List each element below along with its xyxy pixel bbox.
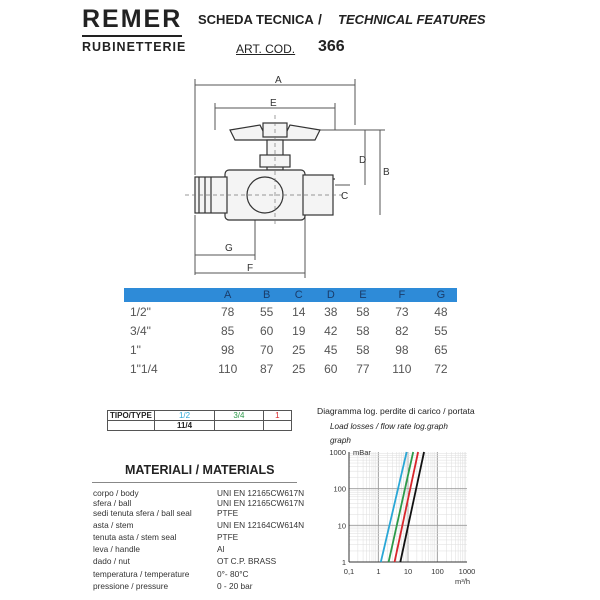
table-row <box>124 302 457 321</box>
series-line <box>389 452 414 562</box>
article-code-value: 366 <box>318 38 345 55</box>
table-cell: 77 <box>356 361 370 376</box>
table-row <box>124 359 457 378</box>
material-label: leva / handle <box>93 544 141 554</box>
table-row <box>124 321 457 340</box>
dim-label-a: A <box>275 75 282 86</box>
x-tick-label: 1000 <box>458 567 476 576</box>
table-cell: 110 <box>218 361 238 376</box>
table-cell: 70 <box>260 342 274 357</box>
x-tick-label: 1 <box>376 567 381 576</box>
table-cell: 58 <box>356 304 370 319</box>
material-value: 0 - 20 bar <box>217 581 253 591</box>
type-legend-cell <box>215 421 263 431</box>
article-code-label: ART. COD. <box>236 42 296 56</box>
table-cell: 72 <box>434 361 448 376</box>
series-line <box>400 452 424 562</box>
y-tick-label: 1000 <box>329 448 346 457</box>
dimensions-header-cell: B <box>251 288 283 302</box>
material-value: 0°- 80°C <box>217 569 249 579</box>
material-label: sedi tenuta sfera / ball seal <box>93 508 192 518</box>
table-cell: 73 <box>395 304 409 319</box>
type-legend-cell <box>263 421 291 431</box>
pressure-loss-chart <box>300 440 500 590</box>
table-cell: 58 <box>356 323 370 338</box>
y-tick-label: 1 <box>341 558 346 567</box>
series-line <box>395 452 419 562</box>
dim-label-c: C <box>341 191 349 202</box>
table-cell: 45 <box>324 342 338 357</box>
table-cell: 38 <box>324 304 338 319</box>
table-cell: 60 <box>260 323 274 338</box>
material-label: tenuta asta / stem seal <box>93 532 177 542</box>
dimensions-header-cell: G <box>425 288 457 302</box>
size-cell: 1" <box>130 342 141 357</box>
type-legend-cell: 3/4 <box>215 411 263 421</box>
table-row <box>124 340 457 359</box>
size-cell: 1"1/4 <box>130 361 158 376</box>
table-cell: 25 <box>292 342 306 357</box>
material-value: OT C.P. BRASS <box>217 556 277 566</box>
type-legend-table <box>107 410 292 431</box>
series-line <box>381 452 407 562</box>
table-cell: 85 <box>221 323 235 338</box>
brand-rule <box>82 35 182 37</box>
x-tick-label: 100 <box>431 567 444 576</box>
x-tick-label: 0,1 <box>343 567 355 576</box>
table-cell: 65 <box>434 342 448 357</box>
brand-logo: REMER <box>82 5 183 33</box>
table-cell: 110 <box>392 361 412 376</box>
table-cell: 25 <box>292 361 306 376</box>
material-value: PTFE <box>217 532 239 542</box>
valve-drawing <box>175 75 405 285</box>
table-cell: 87 <box>260 361 274 376</box>
material-value: UNI EN 12164CW614N <box>217 520 305 530</box>
type-legend-cell: 1 <box>263 411 291 421</box>
x-axis-label: m³/h <box>455 577 470 586</box>
size-cell: 1/2" <box>130 304 151 319</box>
dim-label-f: F <box>247 263 254 274</box>
dimensions-header-cell: C <box>283 288 315 302</box>
dimensions-header-cell: F <box>379 288 425 302</box>
page-title-it: SCHEDA TECNICA <box>198 12 314 27</box>
graph-title-en-2: graph <box>330 436 351 445</box>
type-legend-row <box>108 421 292 431</box>
table-cell: 82 <box>395 323 409 338</box>
x-tick-label: 10 <box>403 567 413 576</box>
y-axis-label: mBar <box>353 448 371 457</box>
table-cell: 14 <box>292 304 306 319</box>
dim-label-d: D <box>359 155 367 166</box>
brand-subtitle: RUBINETTERIE <box>82 40 187 54</box>
table-cell: 19 <box>292 323 306 338</box>
type-label: TIPO/TYPE <box>108 411 155 421</box>
dim-label-e: E <box>270 98 277 109</box>
type-legend-cell: 1/2 <box>154 411 214 421</box>
dimensions-header-cell: E <box>347 288 379 302</box>
dim-label-g: G <box>225 243 233 254</box>
page-title-en: TECHNICAL FEATURES <box>338 12 486 27</box>
dim-label-b: B <box>383 167 390 178</box>
table-cell: 55 <box>260 304 274 319</box>
y-tick-label: 100 <box>333 484 346 494</box>
table-cell: 98 <box>395 342 409 357</box>
dimensions-header-cell: D <box>315 288 347 302</box>
material-value: UNI EN 12165CW617N <box>217 488 305 498</box>
dimensions-header-row <box>124 288 457 302</box>
table-cell: 58 <box>356 342 370 357</box>
table-cell: 48 <box>434 304 448 319</box>
material-label: dado / nut <box>93 556 130 566</box>
dimensions-header-size <box>124 288 205 302</box>
table-cell: 55 <box>434 323 448 338</box>
table-cell: 98 <box>221 342 235 357</box>
material-value: UNI EN 12165CW617N <box>217 498 305 508</box>
materials-rule <box>92 482 297 483</box>
title-separator: / <box>318 11 322 27</box>
dimensions-table <box>124 288 457 378</box>
graph-title-it: Diagramma log. perdite di carico / portata <box>317 406 475 416</box>
material-label: temperatura / temperature <box>93 569 190 579</box>
material-value: PTFE <box>217 508 239 518</box>
materials-title: MATERIALI / MATERIALS <box>125 463 275 477</box>
material-label: asta / stem <box>93 520 134 530</box>
type-legend-row <box>108 411 292 421</box>
y-tick-label: 10 <box>337 521 346 531</box>
type-legend-cell: 11/4 <box>154 421 214 431</box>
table-cell: 78 <box>221 304 235 319</box>
type-legend-cell <box>108 421 155 431</box>
material-label: pressione / pressure <box>93 581 169 591</box>
table-cell: 60 <box>324 361 338 376</box>
dimensions-header-cell: A <box>205 288 251 302</box>
graph-title-en-1: Load losses / flow rate log.graph <box>330 422 448 431</box>
material-value: Al <box>217 544 225 554</box>
material-label: corpo / body <box>93 488 139 498</box>
material-label: sfera / ball <box>93 498 132 508</box>
table-cell: 42 <box>324 323 338 338</box>
size-cell: 3/4" <box>130 323 151 338</box>
